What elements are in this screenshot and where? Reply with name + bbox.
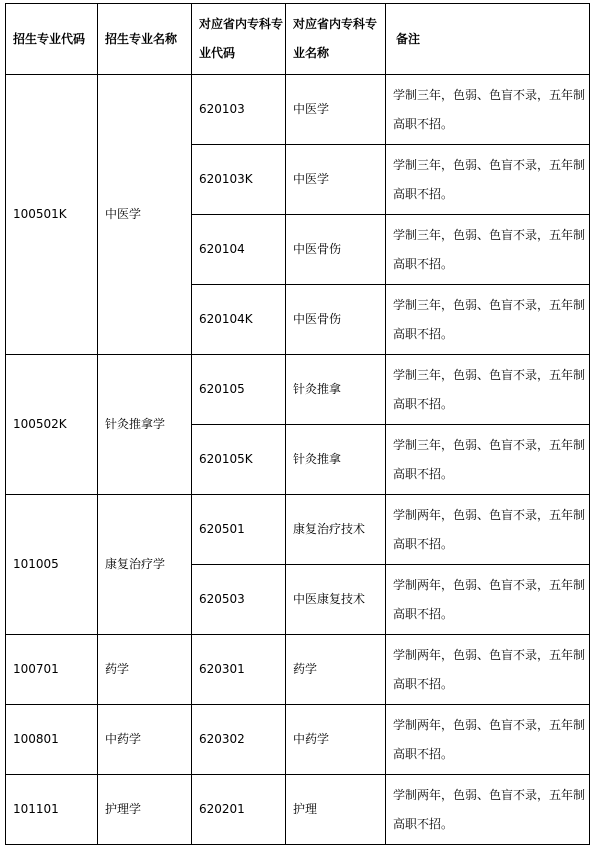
college-code-cell: 620104K — [192, 285, 286, 355]
table-row — [6, 495, 590, 565]
enroll-name-cell: 药学 — [98, 635, 192, 705]
note-cell: 学制两年，色弱、色盲不录，五年制高职不招。 — [386, 495, 590, 565]
enroll-code-cell: 101101 — [6, 775, 98, 845]
note-cell: 学制两年，色弱、色盲不录，五年制高职不招。 — [386, 705, 590, 775]
header-college-code: 对应省内专科专业代码 — [192, 4, 286, 75]
college-code-cell: 620201 — [192, 775, 286, 845]
college-code-cell: 620104 — [192, 215, 286, 285]
enroll-code-cell: 100801 — [6, 705, 98, 775]
enroll-code-cell: 100701 — [6, 635, 98, 705]
header-college-name: 对应省内专科专业名称 — [286, 4, 386, 75]
enroll-name-cell: 中药学 — [98, 705, 192, 775]
college-name-cell: 护理 — [286, 775, 386, 845]
table-body — [6, 75, 590, 845]
note-cell: 学制两年，色弱、色盲不录，五年制高职不招。 — [386, 565, 590, 635]
college-name-cell: 康复治疗技术 — [286, 495, 386, 565]
note-cell: 学制三年，色弱、色盲不录，五年制高职不招。 — [386, 285, 590, 355]
college-code-cell: 620105K — [192, 425, 286, 495]
table-row — [6, 775, 590, 845]
note-cell: 学制两年，色弱、色盲不录，五年制高职不招。 — [386, 775, 590, 845]
college-name-cell: 中医康复技术 — [286, 565, 386, 635]
table-row — [6, 75, 590, 145]
note-cell: 学制三年，色弱、色盲不录，五年制高职不招。 — [386, 215, 590, 285]
college-code-cell: 620302 — [192, 705, 286, 775]
note-cell: 学制三年，色弱、色盲不录，五年制高职不招。 — [386, 145, 590, 215]
header-row — [6, 4, 590, 75]
college-code-cell: 620105 — [192, 355, 286, 425]
college-code-cell: 620103 — [192, 75, 286, 145]
college-code-cell: 620501 — [192, 495, 286, 565]
enroll-name-cell: 中医学 — [98, 75, 192, 355]
table-row — [6, 635, 590, 705]
college-name-cell: 针灸推拿 — [286, 355, 386, 425]
enroll-name-cell: 康复治疗学 — [98, 495, 192, 635]
college-code-cell: 620301 — [192, 635, 286, 705]
enroll-code-cell: 100502K — [6, 355, 98, 495]
college-name-cell: 中医学 — [286, 75, 386, 145]
enroll-name-cell: 护理学 — [98, 775, 192, 845]
college-name-cell: 中医骨伤 — [286, 215, 386, 285]
college-name-cell: 中医学 — [286, 145, 386, 215]
table-row — [6, 355, 590, 425]
enroll-code-cell: 101005 — [6, 495, 98, 635]
college-name-cell: 中药学 — [286, 705, 386, 775]
header-note: 备注 — [386, 4, 590, 75]
note-cell: 学制三年，色弱、色盲不录，五年制高职不招。 — [386, 75, 590, 145]
note-cell: 学制三年，色弱、色盲不录，五年制高职不招。 — [386, 425, 590, 495]
header-enroll-name: 招生专业名称 — [98, 4, 192, 75]
college-name-cell: 中医骨伤 — [286, 285, 386, 355]
table-row — [6, 705, 590, 775]
college-name-cell: 药学 — [286, 635, 386, 705]
college-name-cell: 针灸推拿 — [286, 425, 386, 495]
college-code-cell: 620503 — [192, 565, 286, 635]
note-cell: 学制两年，色弱、色盲不录，五年制高职不招。 — [386, 635, 590, 705]
major-mapping-table — [5, 3, 590, 845]
note-cell: 学制三年，色弱、色盲不录，五年制高职不招。 — [386, 355, 590, 425]
enroll-name-cell: 针灸推拿学 — [98, 355, 192, 495]
college-code-cell: 620103K — [192, 145, 286, 215]
enroll-code-cell: 100501K — [6, 75, 98, 355]
header-enroll-code: 招生专业代码 — [6, 4, 98, 75]
